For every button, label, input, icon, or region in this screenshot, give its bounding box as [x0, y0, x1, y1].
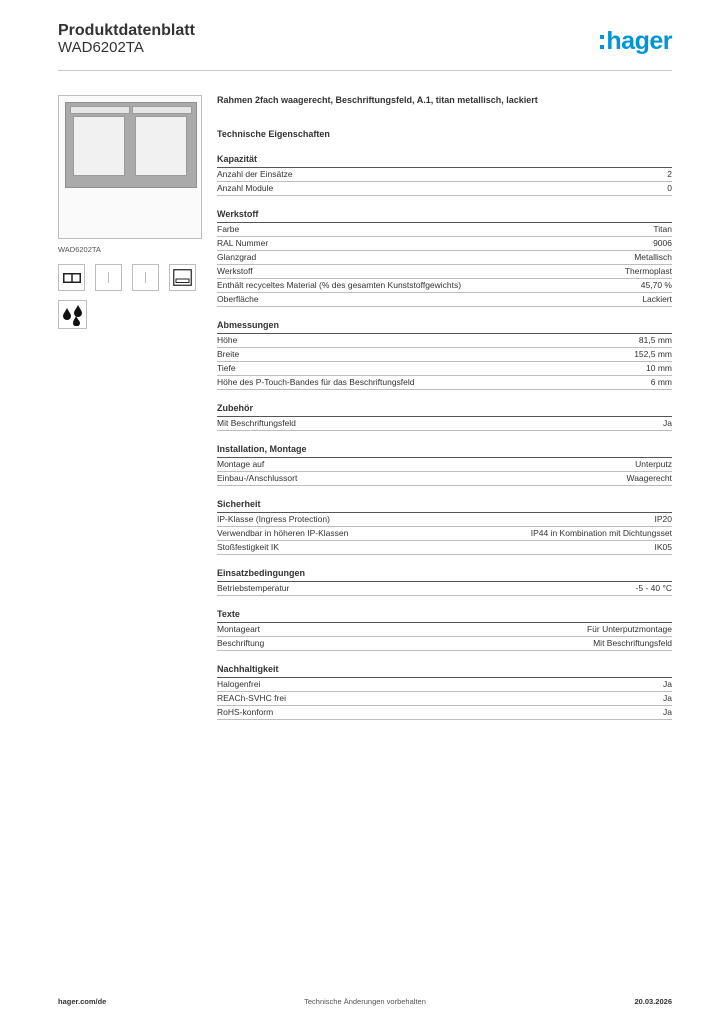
property-section	[217, 209, 672, 307]
property-section	[217, 320, 672, 390]
property-value: Mit Beschriftungsfeld	[593, 638, 672, 648]
property-row	[217, 458, 672, 472]
frame-illustration	[65, 102, 197, 188]
property-label: Werkstoff	[217, 266, 253, 276]
property-row	[217, 237, 672, 251]
logo-text: hager	[606, 27, 672, 55]
property-value: Metallisch	[634, 252, 672, 262]
property-value: 45,70 %	[640, 280, 672, 290]
property-section	[217, 664, 672, 720]
property-label: Glanzgrad	[217, 252, 257, 262]
property-label: Stoßfestigkeit IK	[217, 542, 279, 552]
property-row	[217, 223, 672, 237]
section-title: Kapazität	[217, 154, 672, 168]
section-title: Einsatzbedingungen	[217, 568, 672, 582]
property-row	[217, 279, 672, 293]
hager-logo	[600, 26, 672, 56]
footer-date: 20.03.2026	[634, 997, 672, 1006]
property-label: RoHS-konform	[217, 707, 274, 717]
property-label: Anzahl der Einsätze	[217, 169, 293, 179]
property-section	[217, 499, 672, 555]
property-row	[217, 293, 672, 307]
property-row	[217, 541, 672, 555]
property-section	[217, 568, 672, 596]
property-value: Thermoplast	[624, 266, 672, 276]
property-row	[217, 678, 672, 692]
property-row	[217, 362, 672, 376]
property-value: 10 mm	[646, 363, 672, 373]
property-label: Montage auf	[217, 459, 265, 469]
section-title: Sicherheit	[217, 499, 672, 513]
property-row	[217, 527, 672, 541]
property-value: Für Unterputzmontage	[586, 624, 672, 634]
property-value: Ja	[663, 693, 672, 703]
property-row	[217, 623, 672, 637]
property-label: Anzahl Module	[217, 183, 274, 193]
property-label: Halogenfrei	[217, 679, 261, 689]
property-section	[217, 154, 672, 196]
property-row	[217, 513, 672, 527]
property-value: IP44 in Kombination mit Dichtungsset	[530, 528, 672, 538]
property-value: 0	[667, 183, 672, 193]
property-row	[217, 692, 672, 706]
single-bar-icon	[95, 264, 122, 291]
property-section	[217, 609, 672, 651]
property-label: Betriebstemperatur	[217, 583, 290, 593]
document-title: Produktdatenblatt	[58, 22, 195, 39]
footer-notice: Technische Änderungen vorbehalten	[304, 997, 426, 1006]
property-value: Ja	[663, 707, 672, 717]
property-label: IP-Klasse (Ingress Protection)	[217, 514, 330, 524]
feature-icons	[58, 264, 204, 291]
section-title: Texte	[217, 609, 672, 623]
property-value: -5 - 40 °C	[635, 583, 672, 593]
property-label: Verwendbar in höheren IP-Klassen	[217, 528, 349, 538]
article-number: WAD6202TA	[58, 39, 144, 56]
property-row	[217, 334, 672, 348]
property-row	[217, 706, 672, 720]
section-title: Nachhaltigkeit	[217, 664, 672, 678]
label-field-icon	[169, 264, 196, 291]
product-description: Rahmen 2fach waagerecht, Beschriftungsfeld, A.1, titan metallisch, lackiert	[217, 95, 538, 105]
page-header	[58, 20, 672, 71]
property-value: 6 mm	[650, 377, 672, 387]
property-label: Einbau-/Anschlussort	[217, 473, 298, 483]
property-label: Tiefe	[217, 363, 236, 373]
label-strip-left	[70, 106, 130, 114]
property-row	[217, 182, 672, 196]
property-value: Titan	[653, 224, 672, 234]
property-value: IK05	[654, 542, 672, 552]
property-value: Ja	[663, 679, 672, 689]
property-value: 81,5 mm	[638, 335, 672, 345]
property-label: RAL Nummer	[217, 238, 269, 248]
property-section	[217, 444, 672, 486]
property-value: 2	[667, 169, 672, 179]
double-frame-icon	[58, 264, 85, 291]
section-title: Abmessungen	[217, 320, 672, 334]
water-drops-icon	[58, 300, 87, 329]
property-value: IP20	[654, 514, 672, 524]
property-label: Enthält recyceltes Material (% des gesamten Kunststoffgewichts)	[217, 280, 462, 290]
single-bar-icon	[132, 264, 159, 291]
property-label: REACh-SVHC frei	[217, 693, 286, 703]
property-row	[217, 582, 672, 596]
footer-website: hager.com/de	[58, 997, 107, 1006]
property-row	[217, 637, 672, 651]
property-row	[217, 472, 672, 486]
property-label: Mit Beschriftungsfeld	[217, 418, 296, 428]
property-label: Breite	[217, 349, 240, 359]
property-sections	[217, 154, 672, 720]
property-value: Unterputz	[635, 459, 672, 469]
image-caption: WAD6202TA	[58, 245, 101, 254]
logo-colon-icon	[600, 35, 604, 49]
property-row	[217, 348, 672, 362]
property-label: Montageart	[217, 624, 260, 634]
property-label: Oberfläche	[217, 294, 259, 304]
property-value: Lackiert	[642, 294, 672, 304]
property-value: Ja	[663, 418, 672, 428]
property-section	[217, 403, 672, 431]
section-title: Installation, Montage	[217, 444, 672, 458]
property-row	[217, 376, 672, 390]
property-row	[217, 417, 672, 431]
property-label: Höhe	[217, 335, 238, 345]
property-row	[217, 251, 672, 265]
insert-right	[135, 116, 187, 176]
property-value: 9006	[653, 238, 672, 248]
property-row	[217, 168, 672, 182]
product-image	[58, 95, 202, 239]
property-row	[217, 265, 672, 279]
property-label: Höhe des P-Touch-Bandes für das Beschriftungsfeld	[217, 377, 415, 387]
section-title: Werkstoff	[217, 209, 672, 223]
data-column	[217, 95, 672, 720]
section-title: Zubehör	[217, 403, 672, 417]
property-label: Farbe	[217, 224, 240, 234]
tech-properties-title: Technische Eigenschaften	[217, 129, 330, 139]
product-column	[58, 95, 204, 329]
property-value: 152,5 mm	[634, 349, 672, 359]
insert-left	[73, 116, 125, 176]
property-label: Beschriftung	[217, 638, 265, 648]
label-strip-right	[132, 106, 192, 114]
property-value: Waagerecht	[626, 473, 672, 483]
